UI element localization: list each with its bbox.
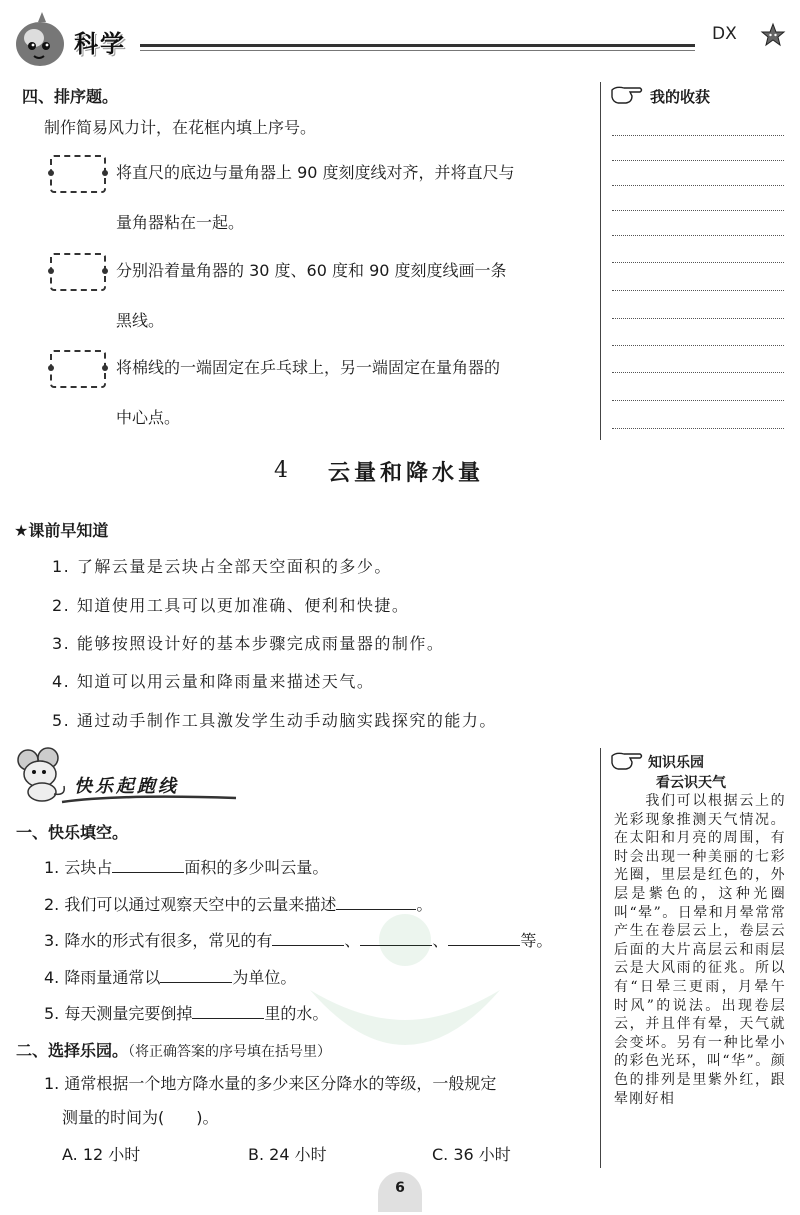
note-line[interactable] — [612, 210, 784, 211]
mascot-logo-icon — [10, 10, 72, 72]
question-text: 里的水。 — [264, 1004, 329, 1023]
step-text: 将直尺的底边与量角器上 90 度刻度线对齐，并将直尺与 — [116, 163, 515, 182]
question-text: 为单位。 — [232, 968, 297, 987]
note-line[interactable] — [612, 345, 784, 346]
preview-heading: ★课前早知道 — [14, 521, 109, 540]
question-text: 5. 每天测量完要倒掉 — [44, 1004, 193, 1023]
header-rule — [140, 44, 695, 47]
order-answer-box[interactable] — [50, 350, 106, 388]
choice-heading-row — [16, 1038, 331, 1061]
note-line[interactable] — [612, 262, 784, 263]
fill-question — [44, 856, 328, 877]
step-text: 将棉线的一端固定在乒乓球上，另一端固定在量角器的 — [116, 358, 501, 377]
knowledge-title: 看云识天气 — [656, 775, 726, 791]
choice-question: 1. 通常根据一个地方降水量的多少来区分降水的等级，一般规定 — [44, 1074, 497, 1093]
step-text: 中心点。 — [116, 408, 181, 427]
preview-item: 2. 知道使用工具可以更加准确、便利和快捷。 — [52, 596, 410, 615]
option-a[interactable]: A. 12 小时 — [62, 1145, 141, 1164]
chapter-title: 云量和降水量 — [328, 461, 485, 486]
question-text: 4. 降雨量通常以 — [44, 968, 161, 987]
note-line[interactable] — [612, 428, 784, 429]
knowledge-body: 我们可以根据云上的光彩现象推测天气情况。在太阳和月亮的周围，有时会出现一种美丽的七彩光圈，里层是红色的，外层是紫色的，这种光圈叫“晕”。日晕和月晕常常产生在卷层云上，卷层云后面的大片高层云和雨层云是大风雨的征兆。所以有“日晕三更雨，月晕午时风”的说法。出现卷层云，并且伴有晕，天气就会变坏。另有一种比晕小的彩色光环，叫“华”。颜色的排列是里紫外红，跟晕刚好相 — [614, 793, 786, 1107]
preview-item: 5. 通过动手制作工具激发学生动手动脑实践探究的能力。 — [52, 711, 497, 730]
section-heading: 四、排序题。 — [22, 87, 119, 106]
fill-heading: 一、快乐填空。 — [16, 823, 129, 842]
separator: 、 — [432, 931, 449, 950]
choice-heading: 二、选择乐园。 — [16, 1041, 129, 1060]
answer-blank[interactable] — [112, 856, 184, 873]
banner-title: 快乐起跑线 — [74, 776, 179, 797]
note-line[interactable] — [612, 318, 784, 319]
option-c[interactable]: C. 36 小时 — [432, 1145, 511, 1164]
preview-item: 3. 能够按照设计好的基本步骤完成雨量器的制作。 — [52, 634, 445, 653]
note-line[interactable] — [612, 290, 784, 291]
header-rule-thin — [140, 50, 695, 51]
answer-blank[interactable] — [192, 1002, 264, 1019]
chapter-number: 4 — [274, 458, 288, 483]
fill-question — [44, 1002, 328, 1023]
page-number: 6 — [395, 1180, 405, 1196]
instruction: 制作简易风力计，在花框内填上序号。 — [44, 118, 317, 137]
answer-blank[interactable] — [160, 966, 232, 983]
subject-title: 科学 — [74, 30, 126, 58]
order-answer-box[interactable] — [50, 253, 106, 291]
question-text: 等。 — [520, 931, 553, 950]
fill-question — [44, 966, 296, 987]
step-text: 量角器粘在一起。 — [116, 213, 245, 232]
note-line[interactable] — [612, 160, 784, 161]
note-line[interactable] — [612, 372, 784, 373]
step-text: 分别沿着量角器的 30 度、60 度和 90 度刻度线画一条 — [116, 261, 507, 280]
note-line[interactable] — [612, 235, 784, 236]
harvest-title: 我的收获 — [650, 88, 711, 106]
knowledge-label: 知识乐园 — [648, 755, 704, 771]
separator: 、 — [344, 931, 361, 950]
watermark-logo-icon — [300, 900, 510, 1120]
pointing-hand-icon — [610, 84, 644, 106]
question-text: 。 — [416, 895, 433, 914]
note-line[interactable] — [612, 135, 784, 136]
note-line[interactable] — [612, 185, 784, 186]
question-text: 3. 降水的形式有很多，常见的有 — [44, 931, 273, 950]
question-text: 2. 我们可以通过观察天空中的云量来描述 — [44, 895, 337, 914]
preview-item: 1. 了解云量是云块占全部天空面积的多少。 — [52, 557, 392, 576]
question-text: 1. 云块占 — [44, 858, 113, 877]
step-text: 黑线。 — [116, 311, 165, 330]
brush-stroke-icon — [60, 790, 238, 806]
star-mascot-icon — [760, 22, 786, 48]
option-b[interactable]: B. 24 小时 — [248, 1145, 327, 1164]
choice-note: （将正确答案的序号填在括号里） — [128, 1044, 332, 1060]
preview-item: 4. 知道可以用云量和降雨量来描述天气。 — [52, 672, 375, 691]
edition-code: DX — [712, 24, 737, 44]
choice-question: 测量的时间为( )。 — [62, 1108, 219, 1127]
note-line[interactable] — [612, 400, 784, 401]
order-answer-box[interactable] — [50, 155, 106, 193]
pointing-hand-icon — [610, 750, 644, 772]
question-text: 面积的多少叫云量。 — [184, 858, 329, 877]
